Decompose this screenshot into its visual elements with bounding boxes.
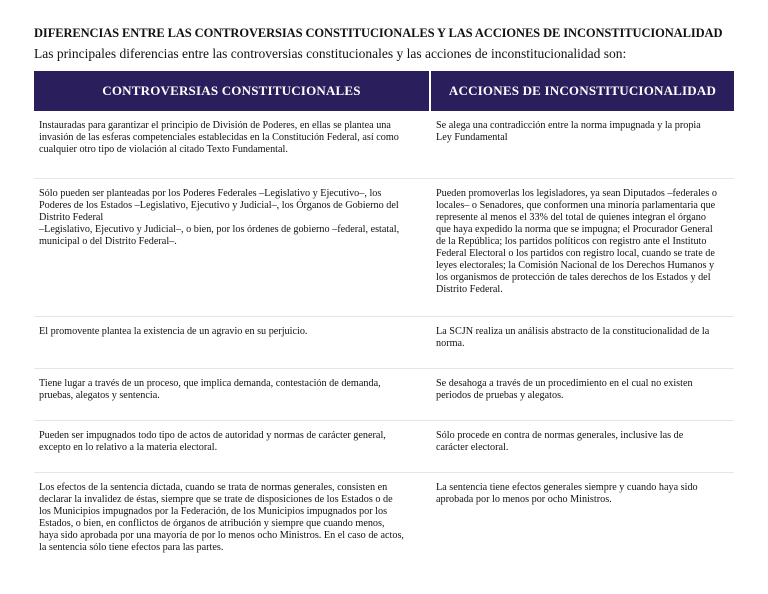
table-cell-controversias: Instauradas para garantizar el principio de División de Poderes, en ellas se plantea una invasión de las esferas competenciales establecidas en la Constitución Federal, así como cualquier otro tipo de violación al citado Texto Fundamental. [39,120,399,155]
header-controversias: CONTROVERSIAS CONSTITUCIONALES [34,71,429,111]
table-row [34,317,734,369]
table-cell-acciones: Se desahoga a través de un procedimiento en el cual no existen periodos de pruebas y alegatos. [436,378,693,401]
header-acciones: ACCIONES DE INCONSTITUCIONALIDAD [431,71,734,111]
table-cell-acciones: Pueden promoverlas los legisladores, ya sean Diputados –federales o locales– o Senadores, que conformen una minoría parlamentaria que represente al menos el 33% del total de quienes integran el órgano que haya expedido la norma que se impugna; el Procurador General de la República; los partidos políticos con registro ante el Instituto Federal Electoral o los partidos con registro local, cuando se trate de leyes electorales; la Comisión Nacional de los Derechos Humanos y los organismos de protección de tales derechos de los Estados y del Distrito Federal. [436,188,717,295]
table-row [34,473,734,559]
table-row [34,421,734,473]
table-cell-acciones: Sólo procede en contra de normas generales, inclusive las de carácter electoral. [436,430,684,453]
table-header-row [34,71,734,111]
table-row [34,369,734,421]
table-cell-acciones: La SCJN realiza un análisis abstracto de la constitucionalidad de la norma. [436,326,710,349]
table-cell-controversias: Tiene lugar a través de un proceso, que implica demanda, contestación de demanda, pruebas, alegatos y sentencia. [39,378,381,401]
intro-paragraph: Las principales diferencias entre las controversias constitucionales y las acciones de inconstitucionalidad son: [34,46,627,61]
table-cell-controversias: Los efectos de la sentencia dictada, cuando se trata de normas generales, consisten en declarar la invalidez de éstas, siempre que se trate de disposiciones de los Estados o de los Municipios impugnados por la Federación, de los Municipios impugnados por los Estados, o bien, en conflictos de órganos de atribución y siempre que cuando menos, haya sido aprobada por una mayoría de por lo menos ocho Ministros. En el caso de actos, la sentencia sólo tiene efectos para las partes. [39,482,404,553]
table-cell-acciones: Se alega una contradicción entre la norma impugnada y la propia Ley Fundamental [436,120,701,143]
table-row [34,111,734,179]
table-cell-controversias: El promovente plantea la existencia de un agravio en su perjuicio. [39,326,308,337]
table-row [34,179,734,317]
page-title: DIFERENCIAS ENTRE LAS CONTROVERSIAS CONSTITUCIONALES Y LAS ACCIONES DE INCONSTITUCIONALIDAD [34,26,723,40]
comparison-table [34,71,734,559]
table-cell-acciones: La sentencia tiene efectos generales siempre y cuando haya sido aprobada por lo menos por ocho Ministros. [436,482,698,505]
table-cell-controversias: Sólo pueden ser planteadas por los Poderes Federales –Legislativo y Ejecutivo–, los Poderes de los Estados –Legislativo, Ejecutivo y Judicial–, los Órganos de Gobierno del Distrito Federal –Legislativo, Ejecutivo y Judicial–, o bien, por los órdenes de gobierno –federal, estatal, municipal o del Distrito Federal–. [39,188,400,247]
document-page [34,26,734,553]
table-cell-controversias: Pueden ser impugnados todo tipo de actos de autoridad y normas de carácter general, excepto en lo relativo a la materia electoral. [39,430,386,453]
